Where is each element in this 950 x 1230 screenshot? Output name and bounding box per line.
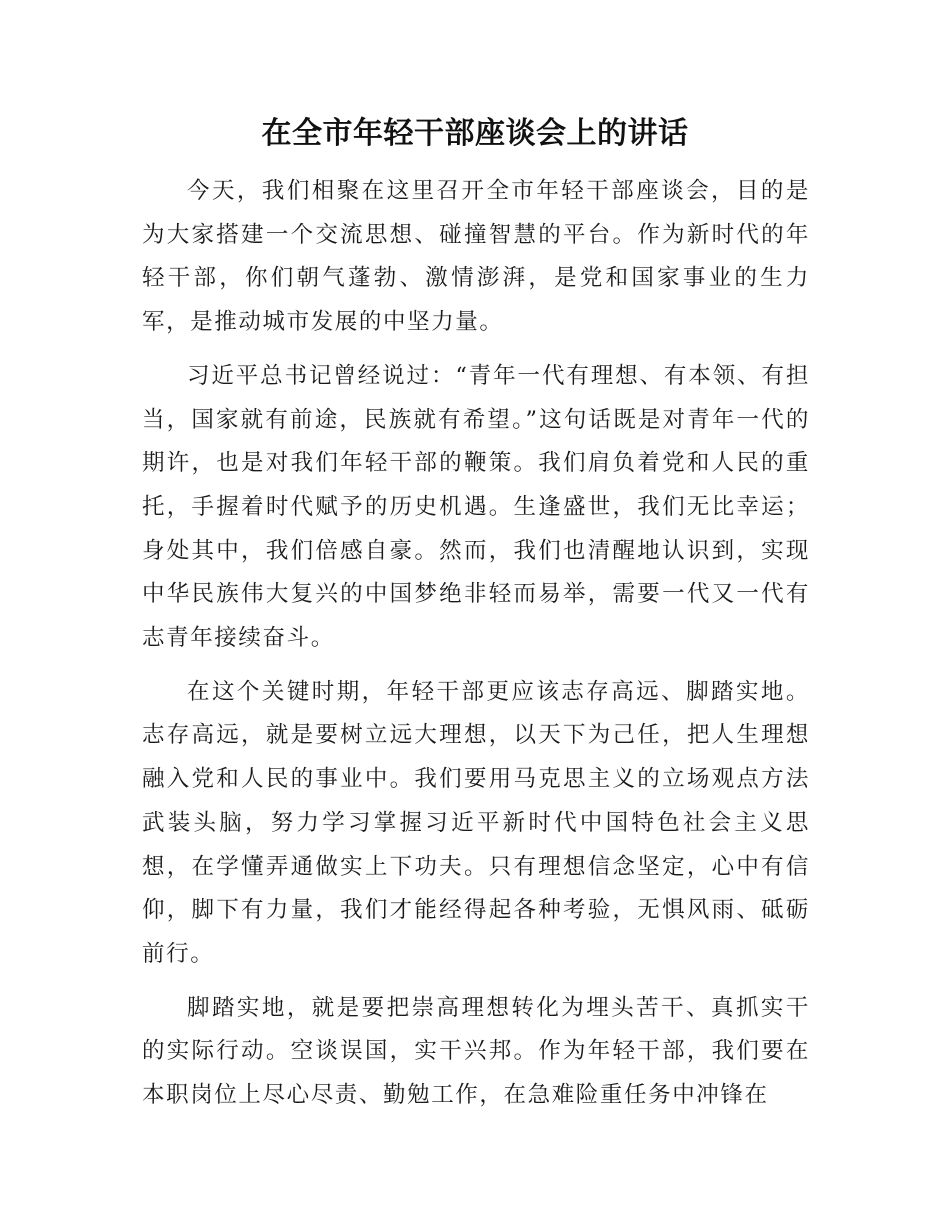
paragraph-3: 在这个关键时期，年轻干部更应该志存高远、脚踏实地。志存高远，就是要树立远大理想，以天下为己任，把人生理想融入党和人民的事业中。我们要用马克思主义的立场观点方法武装头脑，努力学习掌握习近平新时代中国特色社会主义思想，在学懂弄通做实上下功夫。只有理想信念坚定，心中有信仰，脚下有力量，我们才能经得起各种考验，无惧风雨、砥砺前行。: [142, 678, 810, 967]
document-title: 在全市年轻干部座谈会上的讲话: [261, 116, 689, 151]
paragraph-1: 今天，我们相聚在这里召开全市年轻干部座谈会，目的是为大家搭建一个交流思想、碰撞智慧的平台。作为新时代的年轻干部，你们朝气蓬勃、激情澎湃，是党和国家事业的生力军，是推动城市发展的中坚力量。: [142, 178, 810, 336]
paragraph-2: 习近平总书记曾经说过：“青年一代有理想、有本领、有担当，国家就有前途，民族就有希望。”这句话既是对青年一代的期许，也是对我们年轻干部的鞭策。我们肩负着党和人民的重托，手握着时代赋予的历史机遇。生逢盛世，我们无比幸运；身处其中，我们倍感自豪。然而，我们也清醒地认识到，实现中华民族伟大复兴的中国梦绝非轻而易举，需要一代又一代有志青年接续奋斗。: [142, 362, 810, 652]
document-body: [142, 170, 810, 1128]
paragraph-4: 脚踏实地，就是要把崇高理想转化为埋头苦干、真抓实干的实际行动。空谈误国，实干兴邦。作为年轻干部，我们要在本职岗位上尽心尽责、勤勉工作，在急难险重任务中冲锋在: [142, 994, 810, 1109]
